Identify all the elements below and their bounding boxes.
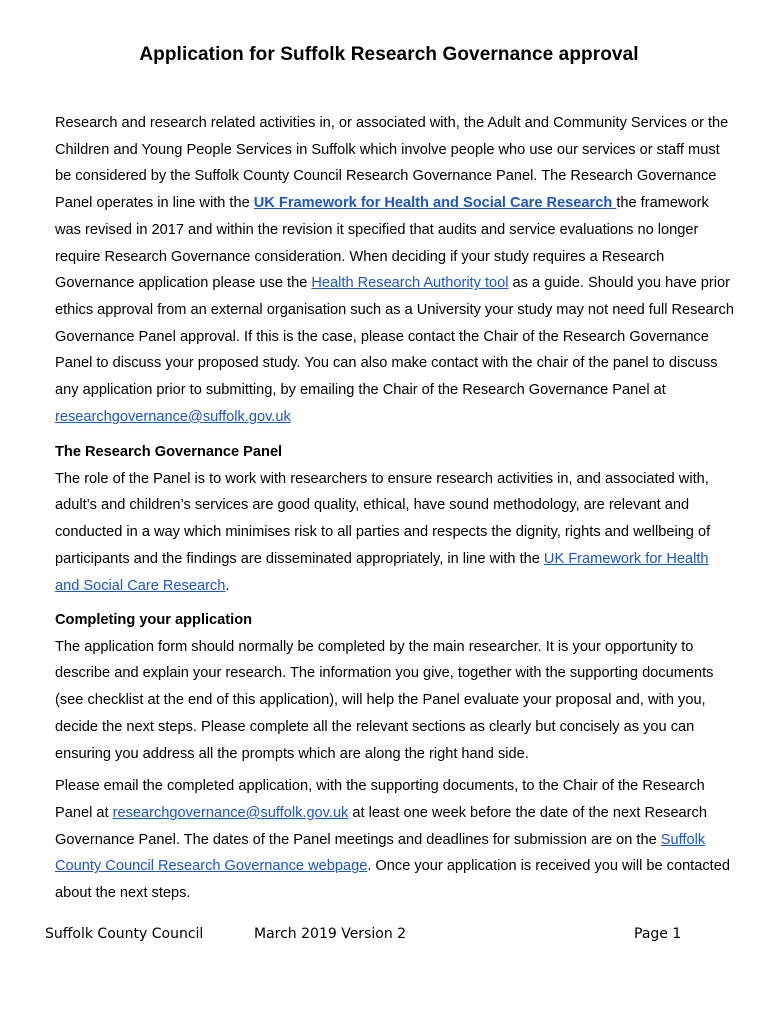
email-link[interactable]: researchgovernance@suffolk.gov.uk <box>55 408 291 425</box>
panel-text-2: . <box>225 577 230 594</box>
page-title: Application for Suffolk Research Governance approval <box>139 44 639 65</box>
panel-heading: The Research Governance Panel <box>55 444 283 460</box>
completing-text-1: Please email the completed application, with the supporting documents, to the Chair of the Research Panel at <box>55 778 705 821</box>
intro-text-3: as a guide. Should you have prior ethics approval from an external organisation such as a University your study may not need full Research Governance Panel approval. If this is the case, please contact the Chair of the Research Governance Panel to discuss your proposed study. You can also make contact with the chair of the panel to discuss any application prior to submitting, by emailing the Chair of the Research Governance Panel at <box>55 275 734 399</box>
panel-text-1: The role of the Panel is to work with researchers to ensure research activities in, and associated with, adult’s and children’s services are good quality, ethical, have sound methodology, are relevant and conducted in a way which minimises risk to all parties and respects the dignity, rights and wellbeing of participants and the findings are disseminated appropriately, in line with the <box>55 470 711 567</box>
footer-org: Suffolk County Council <box>45 926 204 942</box>
scc-webpage-link[interactable]: Suffolk County Council Research Governance webpage <box>55 831 706 875</box>
intro-text-1: Research and research related activities in, or associated with, the Adult and Community Services or the Children and Young People Services in Suffolk which involve people who use our services or staff must be considered by the Suffolk County Council Research Governance Panel. The Research Governance Panel operates in line with the <box>55 115 729 212</box>
email-link-2[interactable]: researchgovernance@suffolk.gov.uk <box>112 804 349 821</box>
intro-text-2: the framework was revised in 2017 and within the revision it specified that audits and service evaluations no longer require Research Governance consideration. When deciding if your study requires a Research Governance application please use the <box>55 195 709 292</box>
uk-framework-link[interactable]: UK Framework for Health and Social Care Research <box>253 195 617 212</box>
completing-text-2: at least one week before the date of the next Research Governance Panel. The dates of the Panel meetings and deadlines for submission are on the <box>55 804 707 848</box>
footer-page-number: Page 1 <box>634 926 682 942</box>
completing-heading: Completing your application <box>55 612 253 628</box>
completing-paragraph-1: The application form should normally be completed by the main researcher. It is your opportunity to describe and explain your research. The information you give, together with the supporting documents (see checklist at the end of this application), will help the Panel evaluate your proposal and, with you, decide the next steps. Please complete all the relevant sections as clearly but concisely as you can ensuring you address all the prompts which are along the right hand side. <box>55 638 714 762</box>
completing-text-3: . Once your application is received you will be contacted about the next steps. <box>55 858 730 902</box>
intro-paragraph <box>55 110 735 430</box>
footer-version: March 2019 Version 2 <box>254 926 407 942</box>
completing-section <box>55 607 735 907</box>
panel-section <box>55 439 735 599</box>
uk-framework-link-2[interactable]: UK Framework for Health and Social Care Research <box>55 550 709 594</box>
hra-tool-link[interactable]: Health Research Authority tool <box>311 275 509 292</box>
